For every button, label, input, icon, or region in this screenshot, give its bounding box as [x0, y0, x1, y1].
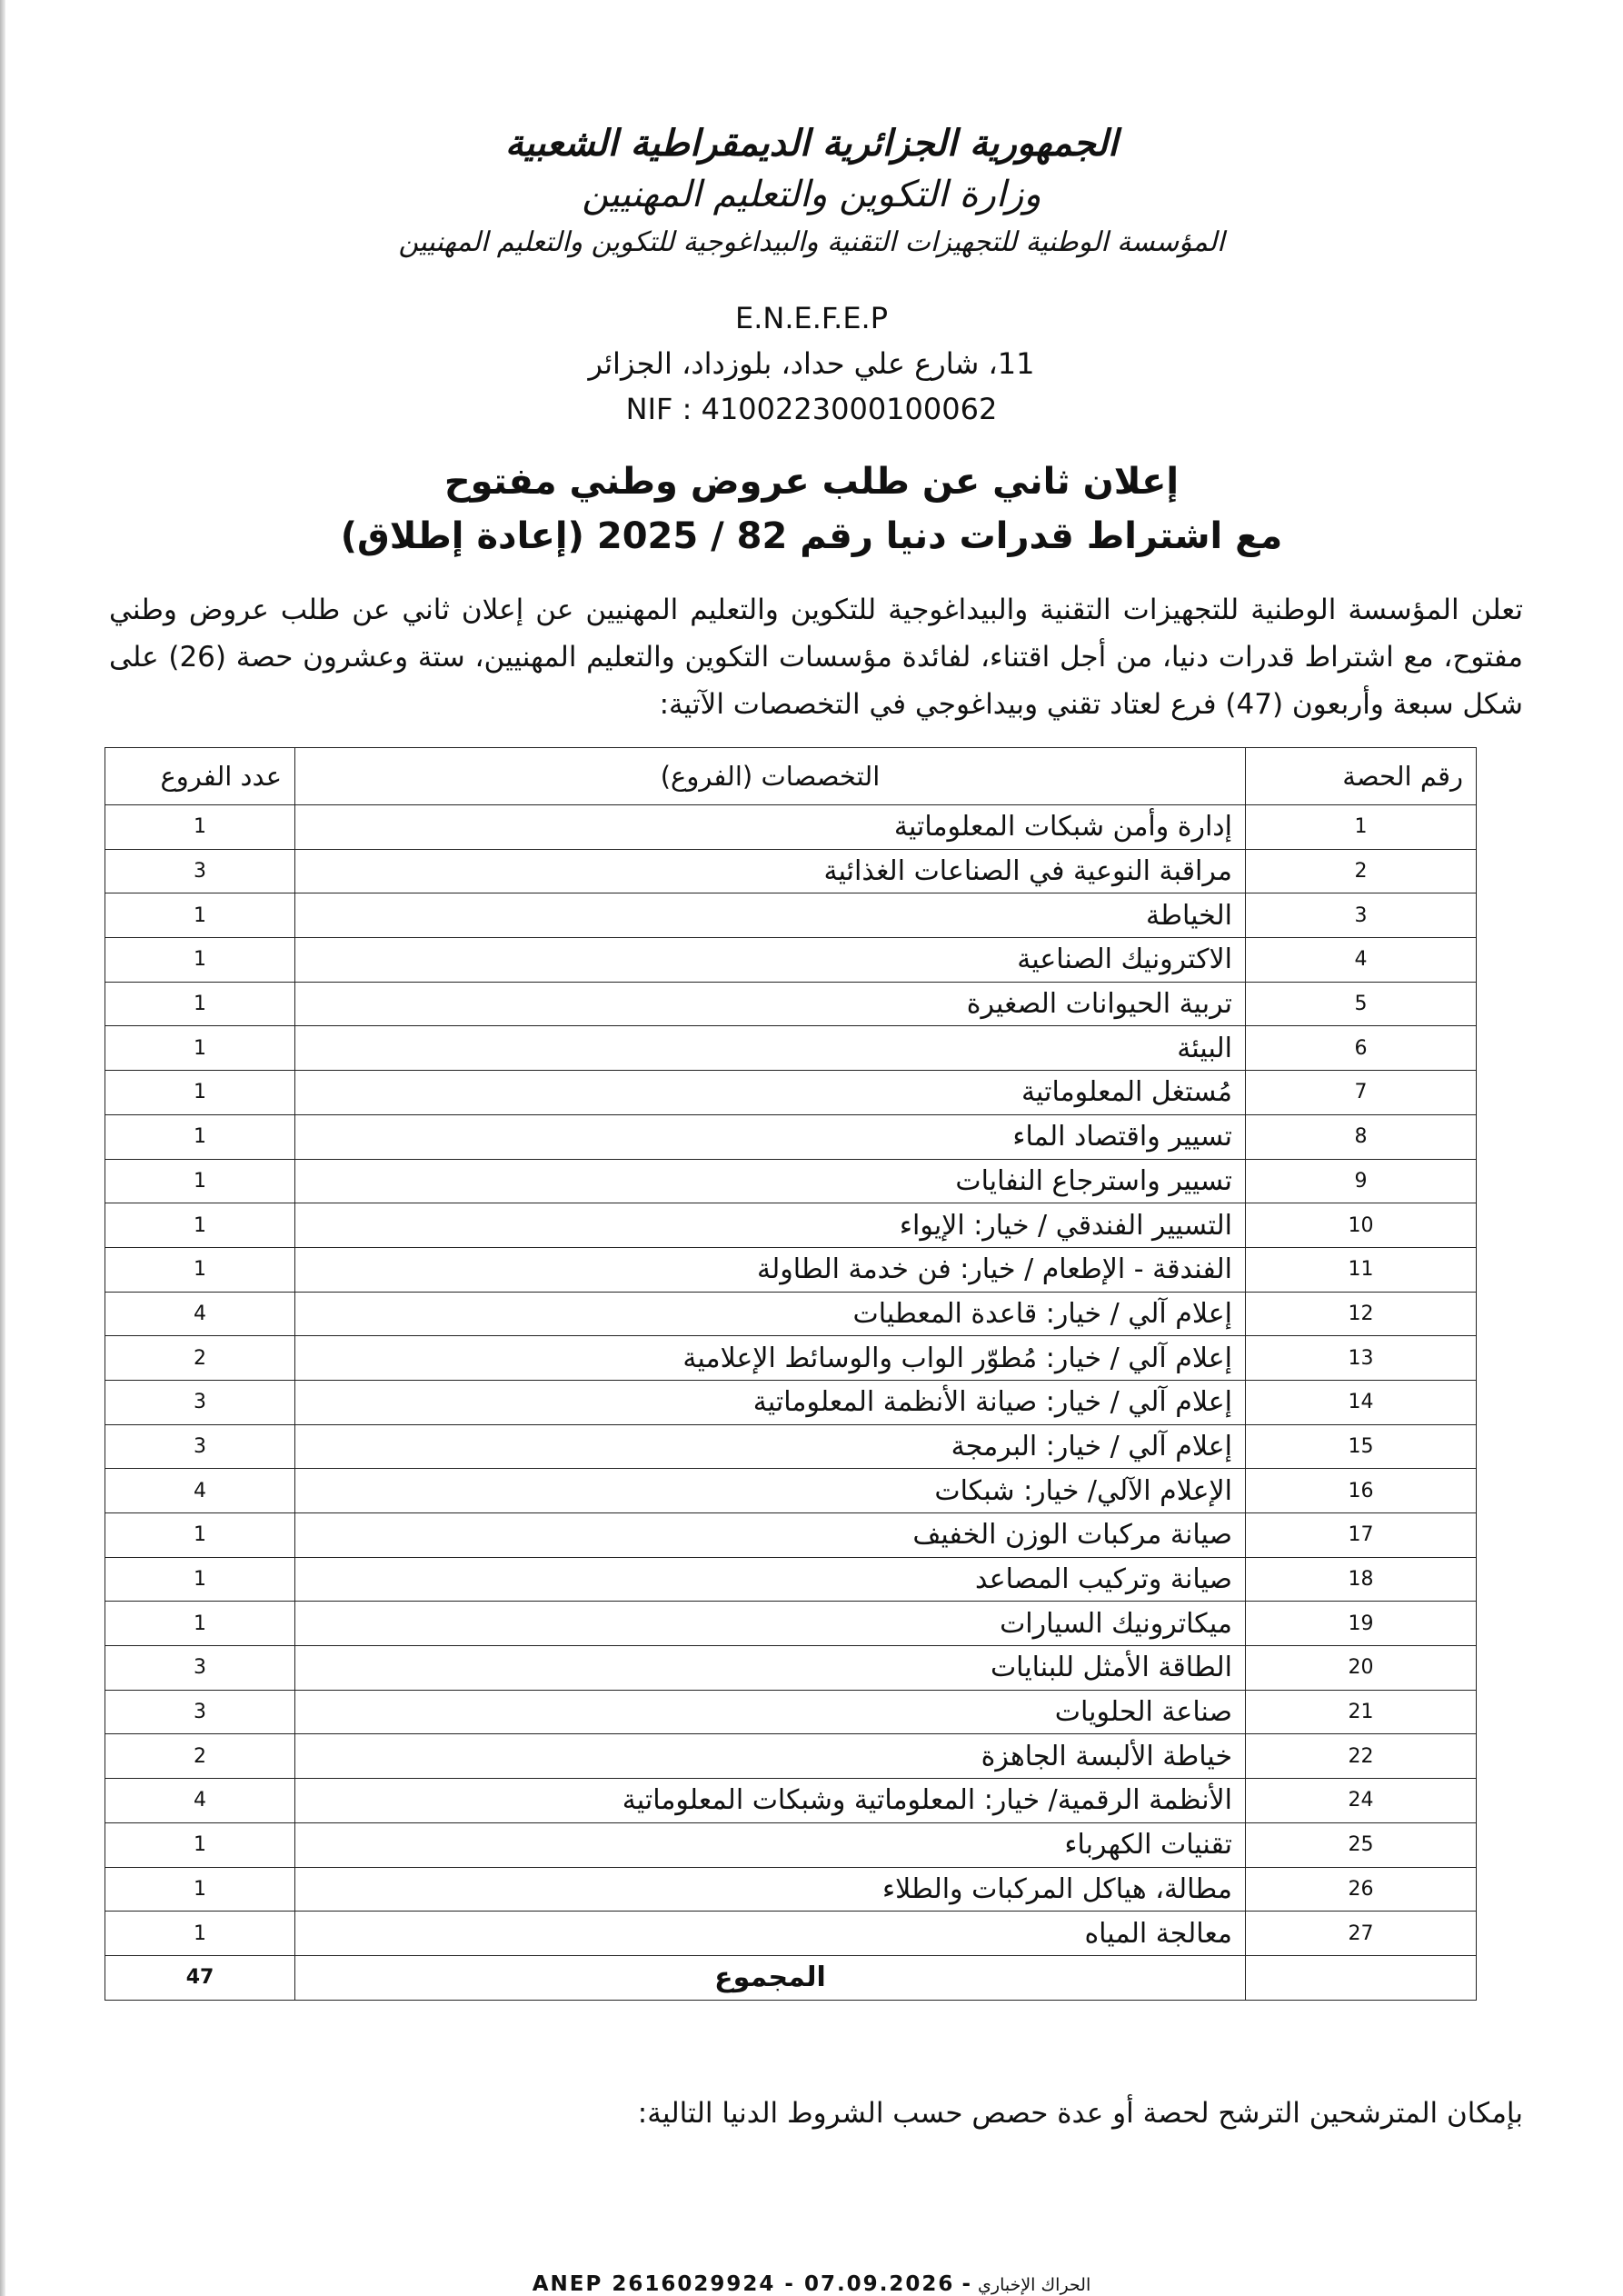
- specialty-cell: الأنظمة الرقمية/ خيار: المعلوماتية وشبكات المعلوماتية: [295, 1779, 1246, 1823]
- table-row: [105, 1336, 1477, 1381]
- table-row: [105, 1779, 1477, 1823]
- announcement-title: [0, 454, 1623, 564]
- lot-number-cell: 21: [1246, 1690, 1477, 1734]
- publication-name: الحراك الإخباري: [978, 2275, 1091, 2295]
- ministry-name: وزارة التكوين والتعليم المهنيين: [582, 174, 1041, 215]
- table-row: [105, 1822, 1477, 1867]
- lot-number-cell: 12: [1246, 1292, 1477, 1336]
- table-row: [105, 1424, 1477, 1469]
- specialty-cell: الطاقة الأمثل للبنايات: [295, 1646, 1246, 1691]
- total-empty-cell: [1246, 1955, 1477, 2000]
- branch-count-cell: 1: [105, 938, 295, 983]
- specialty-cell: تسيير واسترجاع النفايات: [295, 1159, 1246, 1203]
- specialty-cell: ميكاترونيك السيارات: [295, 1602, 1246, 1646]
- specialty-cell: صيانة مركبات الوزن الخفيف: [295, 1513, 1246, 1558]
- institution-name: المؤسسة الوطنية للتجهيزات التقنية والبيداغوجية للتكوين والتعليم المهنيين: [398, 226, 1225, 258]
- specialty-cell: إعلام آلي / خيار: قاعدة المعطيات: [295, 1292, 1246, 1336]
- specialty-cell: تربية الحيوانات الصغيرة: [295, 982, 1246, 1026]
- branch-count-cell: 1: [105, 1203, 295, 1248]
- branch-count-cell: 3: [105, 1380, 295, 1424]
- title-line-1: إعلان ثاني عن طلب عروض وطني مفتوح: [443, 461, 1180, 503]
- lot-number-cell: 3: [1246, 893, 1477, 938]
- lot-number-cell: 20: [1246, 1646, 1477, 1691]
- table-row: [105, 1071, 1477, 1115]
- branch-count-cell: 3: [105, 849, 295, 893]
- branch-count-cell: 1: [105, 1867, 295, 1912]
- header-branch-count: عدد الفروع: [105, 748, 295, 805]
- table-row: [105, 1114, 1477, 1159]
- specialty-cell: البيئة: [295, 1026, 1246, 1071]
- lot-number-cell: 1: [1246, 805, 1477, 850]
- conditions-text: بإمكان المترشحين الترشح لحصة أو عدة حصص حسب الشروط الدنيا التالية:: [637, 2097, 1523, 2130]
- lot-number-cell: 17: [1246, 1513, 1477, 1558]
- lot-number-cell: 7: [1246, 1071, 1477, 1115]
- table-row: [105, 1690, 1477, 1734]
- branch-count-cell: 1: [105, 893, 295, 938]
- table-row: [105, 1203, 1477, 1248]
- table-row: [105, 1513, 1477, 1558]
- specialty-cell: الإعلام الآلي/ خيار: شبكات: [295, 1469, 1246, 1513]
- lot-number-cell: 2: [1246, 849, 1477, 893]
- branch-count-cell: 1: [105, 1557, 295, 1602]
- table-row: [105, 938, 1477, 983]
- specialty-cell: إعلام آلي / خيار: مُطوّر الواب والوسائط الإعلامية: [295, 1336, 1246, 1381]
- specialty-cell: صيانة وتركيب المصاعد: [295, 1557, 1246, 1602]
- branch-count-cell: 1: [105, 1822, 295, 1867]
- lot-number-cell: 11: [1246, 1247, 1477, 1292]
- table-row: [105, 1602, 1477, 1646]
- table-row: [105, 1380, 1477, 1424]
- lot-number-cell: 22: [1246, 1734, 1477, 1779]
- total-label: المجموع: [295, 1955, 1246, 2000]
- branch-count-cell: 1: [105, 1114, 295, 1159]
- specialty-cell: مراقبة النوعية في الصناعات الغذائية: [295, 849, 1246, 893]
- lot-number-cell: 15: [1246, 1424, 1477, 1469]
- specialty-cell: صناعة الحلويات: [295, 1690, 1246, 1734]
- org-nif: NIF : 4100223000100062: [625, 392, 998, 426]
- specialty-cell: تسيير واقتصاد الماء: [295, 1114, 1246, 1159]
- lot-number-cell: 24: [1246, 1779, 1477, 1823]
- branch-count-cell: 1: [105, 805, 295, 850]
- lot-number-cell: 14: [1246, 1380, 1477, 1424]
- branch-count-cell: 1: [105, 1247, 295, 1292]
- branch-count-cell: 2: [105, 1734, 295, 1779]
- lot-number-cell: 5: [1246, 982, 1477, 1026]
- table-header-row: [105, 748, 1477, 805]
- total-row: [105, 1955, 1477, 2000]
- branch-count-cell: 1: [105, 1159, 295, 1203]
- specialty-cell: الخياطة: [295, 893, 1246, 938]
- lot-number-cell: 9: [1246, 1159, 1477, 1203]
- lot-number-cell: 18: [1246, 1557, 1477, 1602]
- republic-name: الجمهورية الجزائرية الديمقراطية الشعبية: [504, 122, 1119, 165]
- branch-count-cell: 3: [105, 1646, 295, 1691]
- table-row: [105, 893, 1477, 938]
- specialty-cell: إعلام آلي / خيار: صيانة الأنظمة المعلوماتية: [295, 1380, 1246, 1424]
- specialty-cell: معالجة المياه: [295, 1912, 1246, 1956]
- lot-number-cell: 6: [1246, 1026, 1477, 1071]
- specialty-cell: التسيير الفندقي / خيار: الإيواء: [295, 1203, 1246, 1248]
- branch-count-cell: 4: [105, 1292, 295, 1336]
- lot-number-cell: 16: [1246, 1469, 1477, 1513]
- table-body: [105, 805, 1477, 1956]
- lot-number-cell: 19: [1246, 1602, 1477, 1646]
- header-specialty: التخصصات (الفروع): [295, 748, 1246, 805]
- branch-count-cell: 1: [105, 1513, 295, 1558]
- lot-number-cell: 8: [1246, 1114, 1477, 1159]
- anep-reference: ANEP 2616029924 - 07.09.2026: [532, 2272, 955, 2296]
- org-acronym: E.N.E.F.E.P: [734, 301, 888, 335]
- lot-number-cell: 26: [1246, 1867, 1477, 1912]
- header-lot-number: رقم الحصة: [1246, 748, 1477, 805]
- specialty-cell: مطالة، هياكل المركبات والطلاء: [295, 1867, 1246, 1912]
- table-row: [105, 805, 1477, 850]
- specialty-cell: مُستغل المعلوماتية: [295, 1071, 1246, 1115]
- specialty-cell: إعلام آلي / خيار: البرمجة: [295, 1424, 1246, 1469]
- table-row: [105, 1469, 1477, 1513]
- branch-count-cell: 1: [105, 1026, 295, 1071]
- table-row: [105, 982, 1477, 1026]
- table-row: [105, 1912, 1477, 1956]
- table-row: [105, 1247, 1477, 1292]
- org-address: 11، شارع علي حداد، بلوزداد، الجزائر: [588, 346, 1035, 381]
- organization-block: [0, 295, 1623, 432]
- table-row: [105, 849, 1477, 893]
- branch-count-cell: 4: [105, 1779, 295, 1823]
- table-row: [105, 1292, 1477, 1336]
- table-row: [105, 1557, 1477, 1602]
- table-row: [105, 1734, 1477, 1779]
- branch-count-cell: 1: [105, 982, 295, 1026]
- branch-count-cell: 1: [105, 1912, 295, 1956]
- table-row: [105, 1646, 1477, 1691]
- lot-number-cell: 10: [1246, 1203, 1477, 1248]
- table-row: [105, 1867, 1477, 1912]
- table-row: [105, 1026, 1477, 1071]
- lots-table: [105, 747, 1477, 2001]
- lot-number-cell: 4: [1246, 938, 1477, 983]
- specialty-cell: الفندقة - الإطعام / خيار: فن خدمة الطاولة: [295, 1247, 1246, 1292]
- title-line-2: مع اشتراط قدرات دنيا رقم 82 / 2025 (إعادة إطلاق): [340, 515, 1283, 557]
- branch-count-cell: 3: [105, 1690, 295, 1734]
- lot-number-cell: 13: [1246, 1336, 1477, 1381]
- total-count: 47: [105, 1955, 295, 2000]
- lot-number-cell: 27: [1246, 1912, 1477, 1956]
- lot-number-cell: 25: [1246, 1822, 1477, 1867]
- intro-paragraph: تعلن المؤسسة الوطنية للتجهيزات التقنية والبيداغوجية للتكوين والتعليم المهنيين عن إعلان ثاني عن طلب عروض وطني مفتوح، مع اشتراط قدرات دنيا، من أجل اقتناء، لفائدة مؤسسات التكوين والتعليم المهنيين، ستة وعشرون حصة (26) على شكل سبعة وأربعون (47) فرع لعتاد تقني وبيداغوجي في التخصصات الآتية:: [109, 594, 1524, 721]
- footer: الحراك الإخباري - ANEP 2616029924 - 07.09.2026: [532, 2272, 1091, 2296]
- table-row: [105, 1159, 1477, 1203]
- branch-count-cell: 1: [105, 1071, 295, 1115]
- specialty-cell: خياطة الألبسة الجاهزة: [295, 1734, 1246, 1779]
- specialty-cell: إدارة وأمن شبكات المعلوماتية: [295, 805, 1246, 850]
- specialty-cell: الاكترونيك الصناعية: [295, 938, 1246, 983]
- branch-count-cell: 3: [105, 1424, 295, 1469]
- letterhead: [0, 118, 1623, 265]
- specialty-cell: تقنيات الكهرباء: [295, 1822, 1246, 1867]
- branch-count-cell: 2: [105, 1336, 295, 1381]
- branch-count-cell: 4: [105, 1469, 295, 1513]
- branch-count-cell: 1: [105, 1602, 295, 1646]
